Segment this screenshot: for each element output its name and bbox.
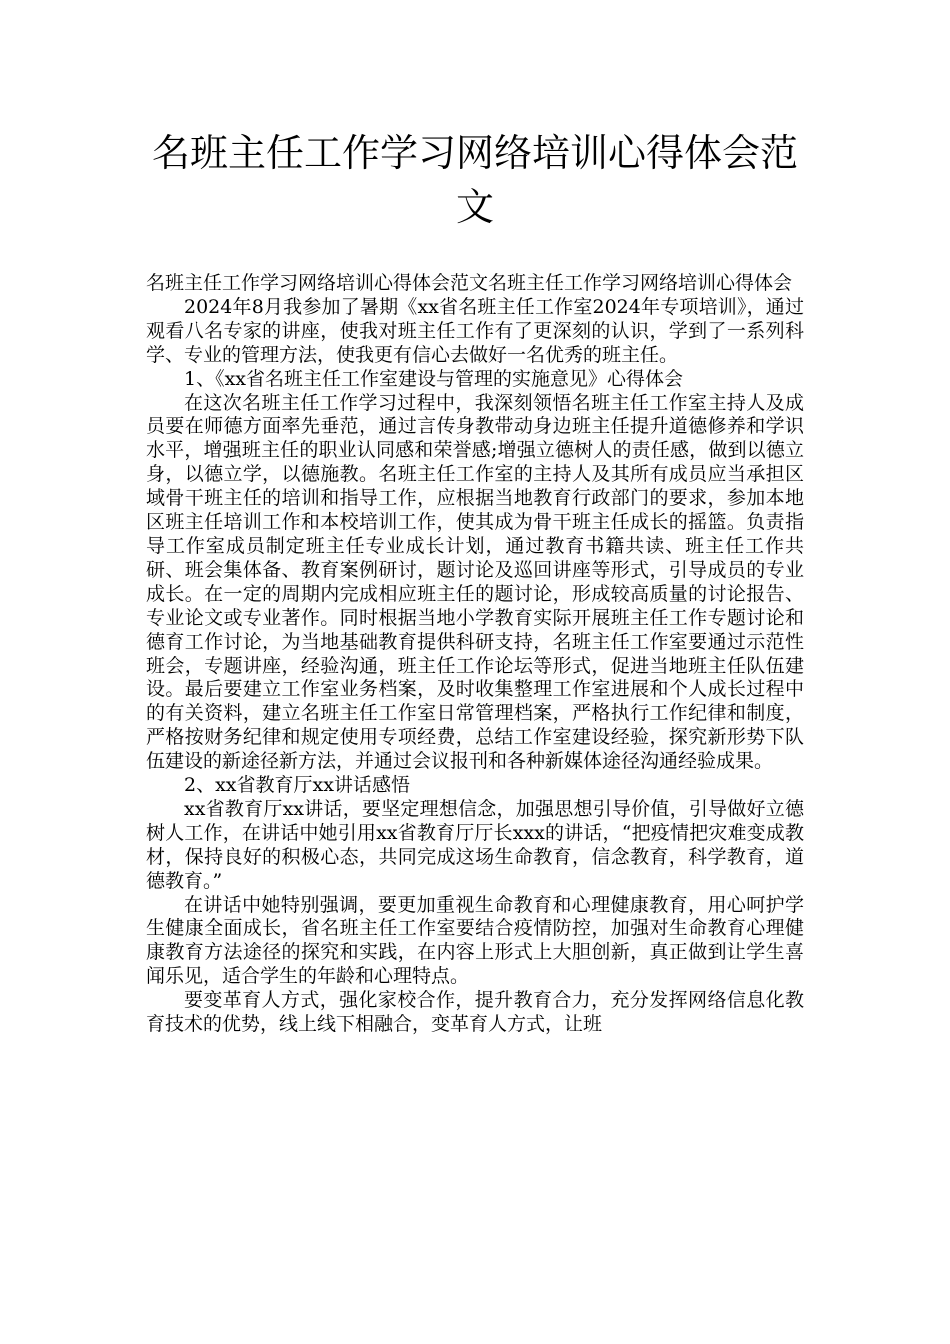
paragraph: 2、xx省教育厅xx讲话感悟 bbox=[184, 774, 410, 797]
paragraph: 在这次名班主任工作学习过程中，我深刻领悟名班主任工作室主持人及成员要在师德方面率先垂范，通过言传身教带动身边班主任提升道德修养和学识水平，增强班主任的职业认同感和荣誉感;增强立德树人的责任感，做到以德立身，以德立学，以德施教。名班主任工作室的主持人及其所有成员应当承担区域骨干班主任的培训和指导工作，应根据当地教育行政部门的要求，参加本地区班主任培训工作和本校培训工作，使其成为骨干班主任成长的摇篮。负责指导工作室成员制定班主任专业成长计划，通过教育书籍共读、班主任工作共研、班会集体备、教育案例研讨，题讨论及巡回讲座等形式，引导成员的专业成长。在一定的周期内完成相应班主任的题讨论，形成较高质量的讨论报告、专业论文或专业著作。同时根据当地小学教育实际开展班主任工作专题讨论和德育工作讨论，为当地基础教育提供科研支持，名班主任工作室要通过示范性班会，专题讲座，经验沟通，班主任工作论坛等形式，促进当地班主任队伍建设。最后要建立工作室业务档案，及时收集整理工作室进展和个人成长过程中的有关资料，建立名班主任工作室日常管理档案，严格执行工作纪律和制度，严格按财务纪律和规定使用专项经费，总结工作室建设经验，探究新形势下队伍建设的新途径新方法，并通过会议报刊和各种新媒体途径沟通经验成果。 bbox=[146, 391, 804, 773]
paragraph: 1、《xx省名班主任工作室建设与管理的实施意见》心得体会 bbox=[184, 367, 684, 390]
paragraph: 要变革育人方式，强化家校合作，提升教育合力，充分发挥网络信息化教育技术的优势，线上线下相融合，变革育人方式，让班 bbox=[146, 989, 804, 1036]
document-body bbox=[146, 272, 804, 1037]
paragraph: xx省教育厅xx讲话，要坚定理想信念，加强思想引导价值，引导做好立德树人工作，在讲话中她引用xx省教育厅厅长xxx的讲话，“把疫情把灾难变成教材，保持良好的积极心态，共同完成这场生命教育，信念教育，科学教育，道德教育。” bbox=[146, 797, 804, 892]
paragraph: 名班主任工作学习网络培训心得体会范文名班主任工作学习网络培训心得体会 bbox=[146, 272, 793, 294]
paragraph: 在讲话中她特别强调，要更加重视生命教育和心理健康教育，用心呵护学生健康全面成长，省名班主任工作室要结合疫情防控，加强对生命教育心理健康教育方法途径的探究和实践，在内容上形式上大胆创新，真正做到让学生喜闻乐见，适合学生的年龄和心理特点。 bbox=[146, 893, 804, 988]
document-title: 名班主任工作学习网络培训心得体会范文 bbox=[151, 131, 798, 229]
paragraph: 2024年8月我参加了暑期《xx省名班主任工作室2024年专项培训》，通过观看八名专家的讲座，使我对班主任工作有了更深刻的认识，学到了一系列科学、专业的管理方法，使我更有信心去做好一名优秀的班主任。 bbox=[146, 295, 804, 366]
